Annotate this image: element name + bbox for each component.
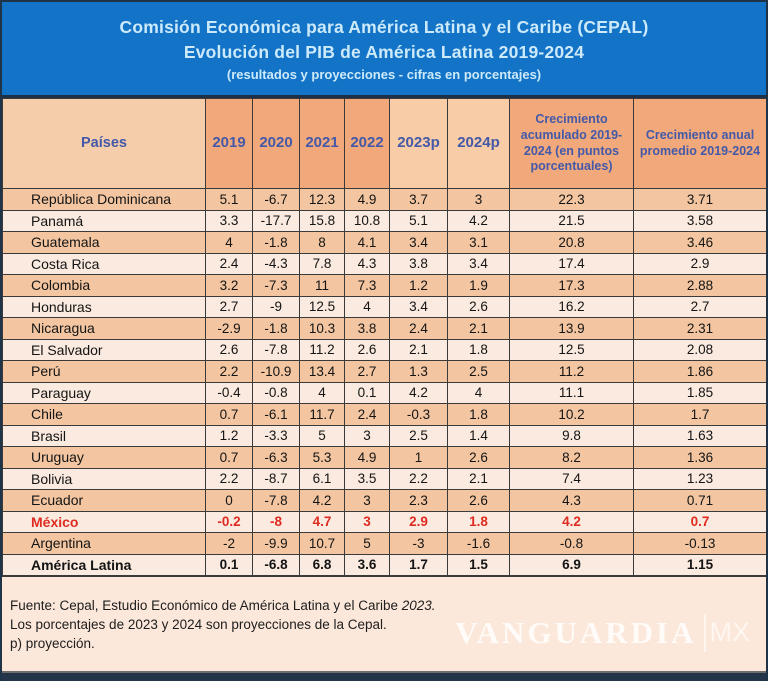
value-cell: 3	[345, 511, 390, 533]
value-cell: 2.7	[634, 296, 767, 318]
value-cell: 3.6	[345, 554, 390, 576]
value-cell: 7.3	[345, 275, 390, 297]
value-cell: 7.4	[510, 468, 634, 490]
table-row	[3, 361, 767, 383]
value-cell: 6.9	[510, 554, 634, 576]
value-cell: 9.8	[510, 425, 634, 447]
value-cell: 3.4	[448, 253, 510, 275]
column-header-2021: 2021	[300, 99, 345, 189]
value-cell: -3	[390, 533, 448, 555]
table-row	[3, 447, 767, 469]
value-cell: 17.4	[510, 253, 634, 275]
table-row	[3, 339, 767, 361]
value-cell: 4.2	[510, 511, 634, 533]
value-cell: 1.8	[448, 339, 510, 361]
value-cell: 4.2	[300, 490, 345, 512]
value-cell: -7.3	[253, 275, 300, 297]
value-cell: 3.7	[390, 189, 448, 211]
value-cell: 1	[390, 447, 448, 469]
table-row	[3, 210, 767, 232]
value-cell: 4	[206, 232, 253, 254]
country-cell: Ecuador	[3, 490, 206, 512]
value-cell: 4.7	[300, 511, 345, 533]
value-cell: -0.13	[634, 533, 767, 555]
table-row	[3, 296, 767, 318]
table-row	[3, 490, 767, 512]
value-cell: 2.2	[206, 361, 253, 383]
value-cell: 2.1	[448, 318, 510, 340]
value-cell: 1.9	[448, 275, 510, 297]
country-cell: México	[3, 511, 206, 533]
value-cell: 17.3	[510, 275, 634, 297]
value-cell: 16.2	[510, 296, 634, 318]
value-cell: 1.7	[634, 404, 767, 426]
value-cell: 2.88	[634, 275, 767, 297]
value-cell: 4	[300, 382, 345, 404]
value-cell: 7.8	[300, 253, 345, 275]
footer-notes	[2, 576, 766, 671]
value-cell: 6.8	[300, 554, 345, 576]
bottom-navy-bar	[2, 671, 766, 681]
footer-p-note: p) proyección.	[10, 635, 95, 651]
value-cell: 2.7	[345, 361, 390, 383]
value-cell: 3.5	[345, 468, 390, 490]
value-cell: 3.8	[390, 253, 448, 275]
country-cell: Panamá	[3, 210, 206, 232]
value-cell: -1.6	[448, 533, 510, 555]
value-cell: 10.3	[300, 318, 345, 340]
value-cell: 3.4	[390, 296, 448, 318]
value-cell: 12.5	[300, 296, 345, 318]
value-cell: -6.1	[253, 404, 300, 426]
value-cell: 11	[300, 275, 345, 297]
value-cell: 3.46	[634, 232, 767, 254]
title-line-1: Comisión Económica para América Latina y el Caribe (CEPAL)	[119, 16, 649, 37]
value-cell: 3.58	[634, 210, 767, 232]
value-cell: 22.3	[510, 189, 634, 211]
value-cell: 1.2	[390, 275, 448, 297]
value-cell: -2.9	[206, 318, 253, 340]
gdp-table	[2, 98, 767, 576]
title-banner	[2, 2, 766, 95]
value-cell: 1.85	[634, 382, 767, 404]
country-cell: Nicaragua	[3, 318, 206, 340]
value-cell: 2.31	[634, 318, 767, 340]
value-cell: 6.1	[300, 468, 345, 490]
table-header	[3, 99, 767, 189]
footer-source-year: 2023.	[401, 598, 436, 613]
value-cell: 11.1	[510, 382, 634, 404]
value-cell: 1.8	[448, 404, 510, 426]
table-row	[3, 468, 767, 490]
value-cell: 3.71	[634, 189, 767, 211]
country-cell: Bolivia	[3, 468, 206, 490]
value-cell: 1.23	[634, 468, 767, 490]
country-cell: Brasil	[3, 425, 206, 447]
value-cell: -0.8	[253, 382, 300, 404]
table-row	[3, 318, 767, 340]
country-cell: Perú	[3, 361, 206, 383]
value-cell: -1.8	[253, 232, 300, 254]
value-cell: 11.2	[300, 339, 345, 361]
value-cell: -9.9	[253, 533, 300, 555]
value-cell: 1.63	[634, 425, 767, 447]
value-cell: -8.7	[253, 468, 300, 490]
value-cell: 2.1	[448, 468, 510, 490]
value-cell: 2.5	[448, 361, 510, 383]
country-cell: Colombia	[3, 275, 206, 297]
value-cell: 10.2	[510, 404, 634, 426]
country-cell: Chile	[3, 404, 206, 426]
column-header-2024p: 2024p	[448, 99, 510, 189]
value-cell: 0.7	[206, 404, 253, 426]
footer-projection-note: Los porcentajes de 2023 y 2024 son proyecciones de la Cepal.	[10, 616, 387, 632]
value-cell: 8.2	[510, 447, 634, 469]
value-cell: -6.7	[253, 189, 300, 211]
value-cell: 1.15	[634, 554, 767, 576]
country-cell: El Salvador	[3, 339, 206, 361]
value-cell: 4.9	[345, 447, 390, 469]
value-cell: -2	[206, 533, 253, 555]
value-cell: 2.4	[345, 404, 390, 426]
column-header-2020: 2020	[253, 99, 300, 189]
value-cell: 3.4	[390, 232, 448, 254]
value-cell: 2.08	[634, 339, 767, 361]
column-header-paises: Países	[3, 99, 206, 189]
table-row	[3, 382, 767, 404]
value-cell: -7.8	[253, 490, 300, 512]
value-cell: 12.3	[300, 189, 345, 211]
value-cell: -6.3	[253, 447, 300, 469]
value-cell: -0.2	[206, 511, 253, 533]
value-cell: 0.1	[206, 554, 253, 576]
table-row	[3, 554, 767, 576]
value-cell: -4.3	[253, 253, 300, 275]
table-row	[3, 232, 767, 254]
value-cell: 3.3	[206, 210, 253, 232]
country-cell: Honduras	[3, 296, 206, 318]
value-cell: 2.4	[390, 318, 448, 340]
value-cell: 2.9	[634, 253, 767, 275]
value-cell: -7.8	[253, 339, 300, 361]
value-cell: -10.9	[253, 361, 300, 383]
value-cell: 5.3	[300, 447, 345, 469]
value-cell: 8	[300, 232, 345, 254]
value-cell: 2.6	[345, 339, 390, 361]
value-cell: 11.2	[510, 361, 634, 383]
value-cell: -0.3	[390, 404, 448, 426]
watermark-name: VANGUARDIA	[455, 615, 697, 650]
value-cell: -0.8	[510, 533, 634, 555]
value-cell: 2.5	[390, 425, 448, 447]
value-cell: 4	[345, 296, 390, 318]
value-cell: 5	[345, 533, 390, 555]
value-cell: 1.8	[448, 511, 510, 533]
table-row	[3, 189, 767, 211]
value-cell: 13.9	[510, 318, 634, 340]
value-cell: 3.1	[448, 232, 510, 254]
title-line-2: Evolución del PIB de América Latina 2019-2024	[183, 42, 585, 62]
value-cell: 1.5	[448, 554, 510, 576]
value-cell: 4.2	[390, 382, 448, 404]
value-cell: -9	[253, 296, 300, 318]
value-cell: 1.7	[390, 554, 448, 576]
value-cell: 2.1	[390, 339, 448, 361]
footer-source-text: Fuente: Cepal, Estudio Económico de América Latina y el Caribe	[10, 598, 402, 613]
value-cell: 2.6	[448, 296, 510, 318]
value-cell: 3.8	[345, 318, 390, 340]
value-cell: 1.4	[448, 425, 510, 447]
value-cell: -1.8	[253, 318, 300, 340]
value-cell: 2.6	[448, 447, 510, 469]
country-cell: Uruguay	[3, 447, 206, 469]
country-cell: Costa Rica	[3, 253, 206, 275]
column-header-crecimiento-acumulado: Crecimiento acumulado 2019-2024 (en puntos porcentuales)	[510, 99, 634, 189]
value-cell: 5.1	[206, 189, 253, 211]
value-cell: 3.2	[206, 275, 253, 297]
column-header-crecimiento-anual: Crecimiento anual promedio 2019-2024	[634, 99, 767, 189]
value-cell: 2.2	[206, 468, 253, 490]
country-cell: América Latina	[3, 554, 206, 576]
value-cell: -8	[253, 511, 300, 533]
value-cell: 3	[448, 189, 510, 211]
value-cell: 10.8	[345, 210, 390, 232]
value-cell: 2.3	[390, 490, 448, 512]
value-cell: 4.2	[448, 210, 510, 232]
table-body	[3, 189, 767, 576]
table-row	[3, 511, 767, 533]
value-cell: 5	[300, 425, 345, 447]
value-cell: 3	[345, 425, 390, 447]
value-cell: 12.5	[510, 339, 634, 361]
value-cell: 0	[206, 490, 253, 512]
title-line-3: (resultados y proyecciones - cifras en porcentajes)	[226, 67, 542, 83]
value-cell: 2.2	[390, 468, 448, 490]
table-row	[3, 533, 767, 555]
country-cell: Paraguay	[3, 382, 206, 404]
header-row	[3, 99, 767, 189]
value-cell: 20.8	[510, 232, 634, 254]
value-cell: 5.1	[390, 210, 448, 232]
value-cell: 4.9	[345, 189, 390, 211]
country-cell: Argentina	[3, 533, 206, 555]
value-cell: 21.5	[510, 210, 634, 232]
value-cell: 1.36	[634, 447, 767, 469]
value-cell: -17.7	[253, 210, 300, 232]
table-row	[3, 425, 767, 447]
value-cell: -0.4	[206, 382, 253, 404]
column-header-2019: 2019	[206, 99, 253, 189]
value-cell: 4	[448, 382, 510, 404]
table-row	[3, 404, 767, 426]
value-cell: 0.71	[634, 490, 767, 512]
table-row	[3, 275, 767, 297]
value-cell: 15.8	[300, 210, 345, 232]
value-cell: 2.6	[448, 490, 510, 512]
vanguardia-watermark	[455, 611, 750, 654]
column-header-2023p: 2023p	[390, 99, 448, 189]
value-cell: 0.7	[206, 447, 253, 469]
value-cell: 10.7	[300, 533, 345, 555]
value-cell: 4.1	[345, 232, 390, 254]
value-cell: 4.3	[510, 490, 634, 512]
value-cell: 13.4	[300, 361, 345, 383]
value-cell: 0.1	[345, 382, 390, 404]
value-cell: 3	[345, 490, 390, 512]
value-cell: 2.4	[206, 253, 253, 275]
value-cell: 0.7	[634, 511, 767, 533]
column-header-2022: 2022	[345, 99, 390, 189]
country-cell: República Dominicana	[3, 189, 206, 211]
value-cell: 1.86	[634, 361, 767, 383]
value-cell: 2.6	[206, 339, 253, 361]
value-cell: -6.8	[253, 554, 300, 576]
watermark-suffix: MX	[704, 614, 751, 652]
value-cell: -3.3	[253, 425, 300, 447]
value-cell: 2.9	[390, 511, 448, 533]
country-cell: Guatemala	[3, 232, 206, 254]
table-row	[3, 253, 767, 275]
value-cell: 1.3	[390, 361, 448, 383]
value-cell: 11.7	[300, 404, 345, 426]
value-cell: 2.7	[206, 296, 253, 318]
value-cell: 4.3	[345, 253, 390, 275]
value-cell: 1.2	[206, 425, 253, 447]
